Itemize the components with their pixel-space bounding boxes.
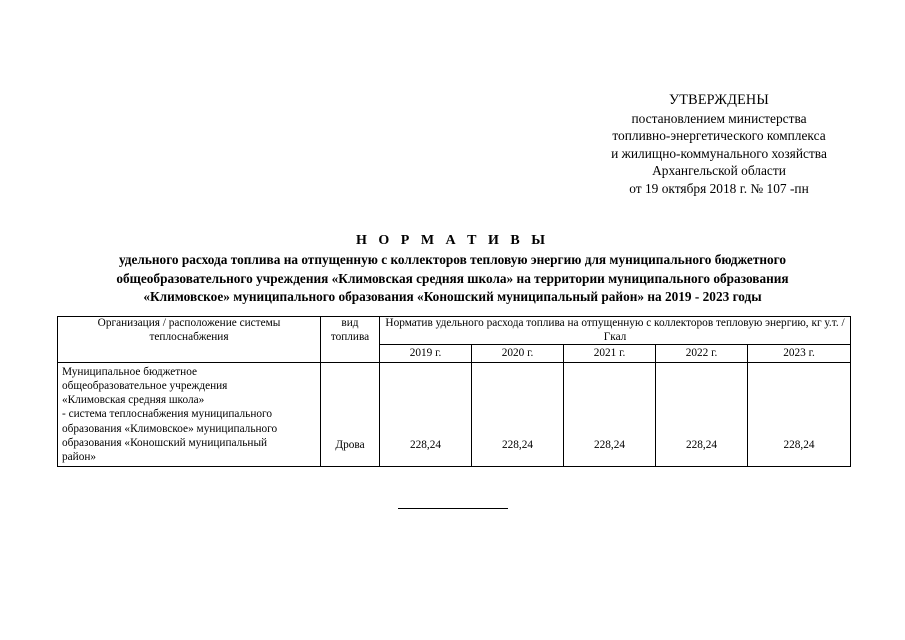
value-cell: 228,24 — [472, 362, 564, 466]
year-header: 2022 г. — [656, 345, 748, 363]
organization-line: образования «Климовское» муниципального — [62, 422, 278, 435]
approval-line: топливно-энергетического комплекса — [612, 128, 826, 144]
approval-line: и жилищно-коммунального хозяйства — [611, 145, 827, 161]
heading-line: общеобразовательного учреждения «Климовская средняя школа» на территории муниципального образования — [116, 270, 789, 286]
organization-line: общеобразовательное учреждения — [62, 379, 228, 392]
organization-line: - система теплоснабжения муниципального — [62, 408, 273, 421]
year-header: 2020 г. — [472, 345, 564, 363]
approval-line: от 19 октября 2018 г. № 107 -пн — [629, 180, 809, 196]
header-norm: Норматив удельного расхода топлива на отпущенную с коллекторов тепловую энергию, кг у.т. /Гкал — [380, 317, 851, 345]
value-cell: 228,24 — [380, 362, 472, 466]
value-cell: 228,24 — [656, 362, 748, 466]
year-header: 2019 г. — [380, 345, 472, 363]
document-heading — [40, 232, 865, 307]
year-header: 2023 г. — [748, 345, 851, 363]
table-row — [58, 362, 851, 466]
header-organization: Организация / расположение системы теплоснабжения — [58, 317, 321, 363]
organization-line: Муниципальное бюджетное — [62, 365, 198, 378]
organization-line: образования «Коношский муниципальный — [62, 436, 268, 449]
norms-table — [57, 316, 851, 467]
heading-line: удельного расхода топлива на отпущенную с коллекторов тепловую энергию для муниципального бюджетного — [118, 252, 787, 268]
approval-title: УТВЕРЖДЕНЫ — [669, 92, 769, 108]
approval-line: постановлением министерства — [631, 110, 807, 126]
end-divider — [398, 508, 508, 509]
value-cell: 228,24 — [564, 362, 656, 466]
value-cell: 228,24 — [748, 362, 851, 466]
header-fuel-type: вид топлива — [321, 317, 380, 363]
organization-line: район» — [62, 451, 97, 463]
table-header-row — [58, 317, 851, 345]
approval-block — [574, 92, 864, 198]
heading-line: «Климовское» муниципального образования «Коношский муниципальный район» на 2019 - 2023 годы — [143, 289, 762, 305]
organization-cell — [58, 362, 321, 466]
approval-line: Архангельской области — [652, 163, 786, 179]
document-title: Н О Р М А Т И В Ы — [356, 233, 549, 248]
year-header: 2021 г. — [564, 345, 656, 363]
organization-line: «Климовская средняя школа» — [62, 394, 205, 407]
fuel-cell: Дрова — [321, 362, 380, 466]
